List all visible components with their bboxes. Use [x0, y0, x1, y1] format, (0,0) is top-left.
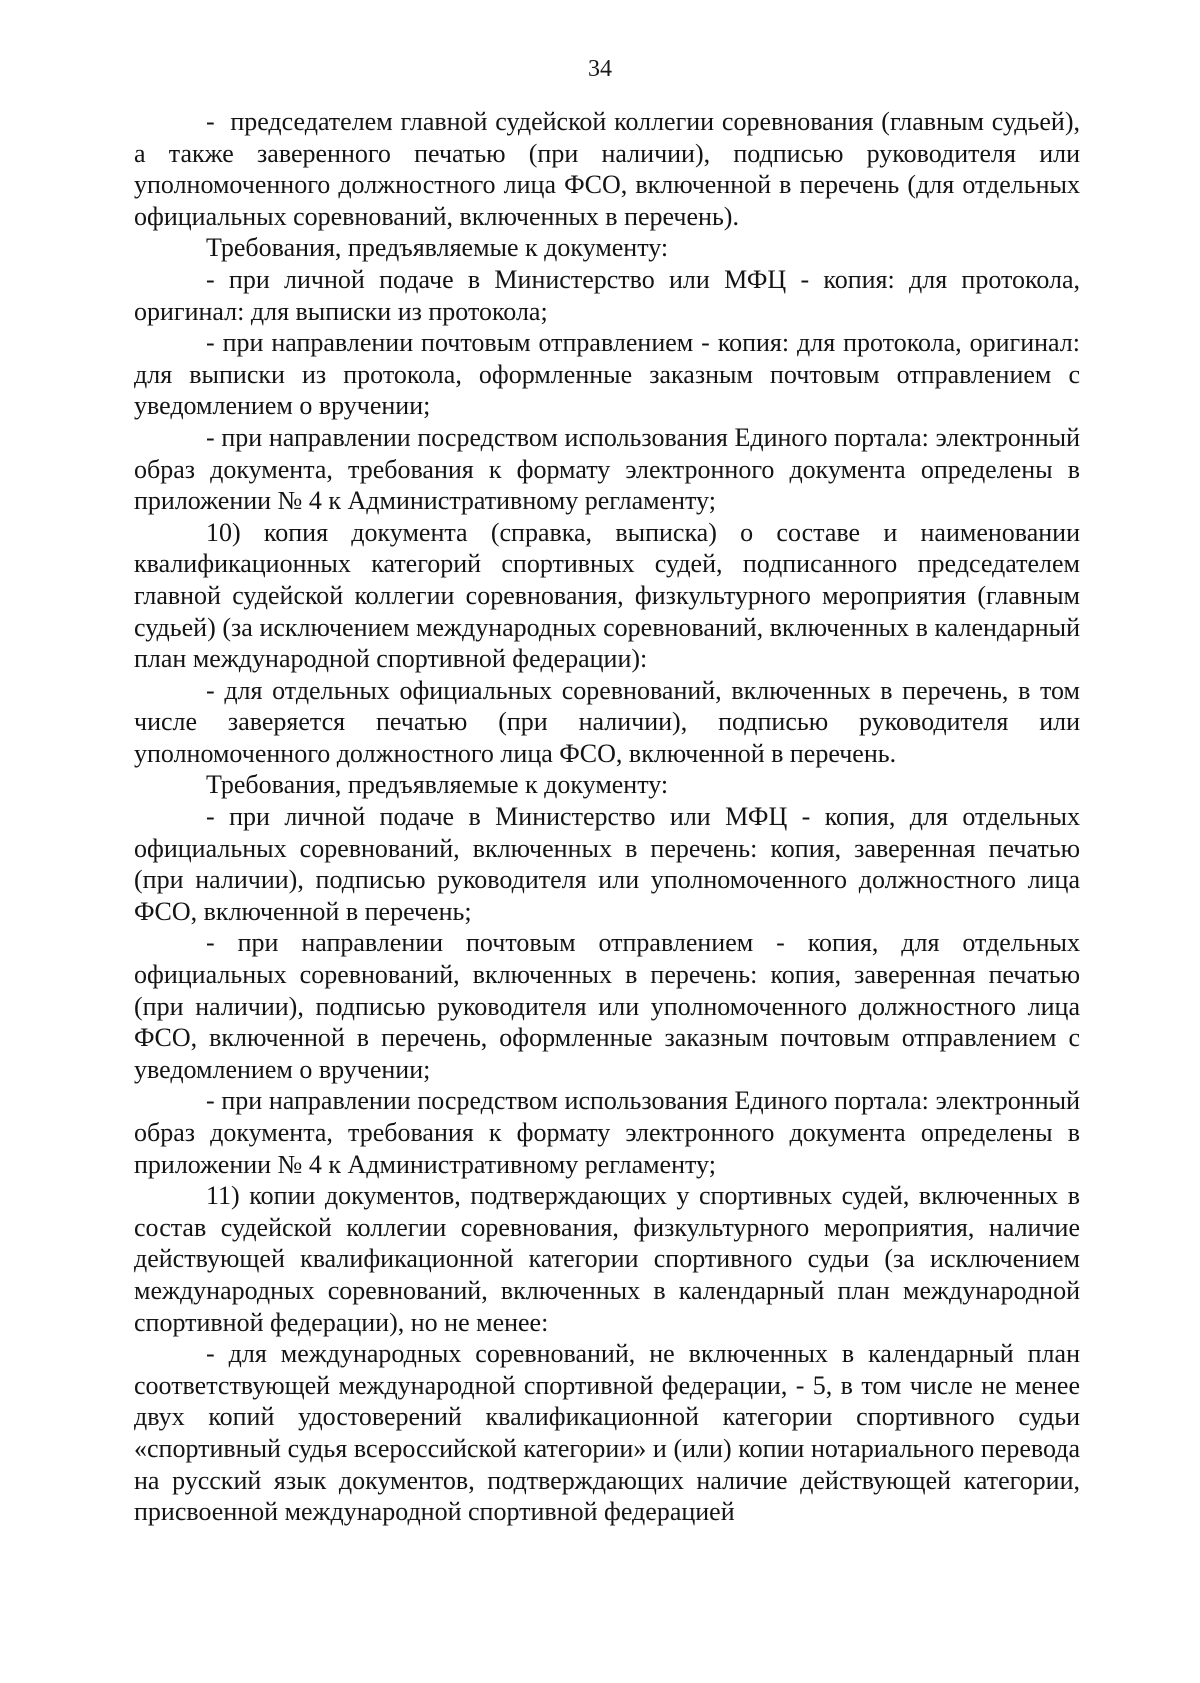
paragraph: - при личной подаче в Министерство или МФЦ - копия: для протокола, оригинал: для выписки из протокола;: [134, 264, 1080, 326]
paragraph: - при направлении почтовым отправлением - копия, для отдельных официальных соревнований, включенных в перечень: копия, заверенная печатью (при наличии), подписью руководителя или уполномоченного должностного лица ФСО, включенной в перечень, оформленные заказным почтовым отправлением с уведомлением о вручении;: [134, 928, 1080, 1084]
paragraph: 10) копия документа (справка, выписка) о составе и наименовании квалификационных категорий спортивных судей, подписанного председателем главной судейской коллегии соревнования, физкультурного мероприятия (главным судьей) (за исключением международных соревнований, включенных в календарный план международной спортивной федерации):: [134, 517, 1080, 674]
document-body: [134, 106, 1080, 1528]
page-number: 34: [588, 56, 612, 82]
paragraph: 11) копии документов, подтверждающих у спортивных судей, включенных в состав судейской коллегии соревнования, физкультурного мероприятия, наличие действующей квалификационной категории спортивного судьи (за исключением международных соревнований, включенных в календарный план международной спортивной федерации), но не менее:: [134, 1181, 1080, 1337]
paragraph: - при направлении почтовым отправлением - копия: для протокола, оригинал: для выписки из протокола, оформленные заказным почтовым отправлением с уведомлением о вручении;: [134, 328, 1080, 421]
paragraph: - при личной подаче в Министерство или МФЦ - копия, для отдельных официальных соревнований, включенных в перечень: копия, заверенная печатью (при наличии), подписью руководителя или уполномоченного должностного лица ФСО, включенной в перечень;: [134, 802, 1080, 926]
paragraph: - для отдельных официальных соревнований, включенных в перечень, в том числе заверяется печатью (при наличии), подписью руководителя или уполномоченного должностного лица ФСО, включенной в перечень.: [134, 675, 1080, 768]
paragraph: Требования, предъявляемые к документу:: [206, 233, 669, 263]
paragraph: - при направлении посредством использования Единого портала: электронный образ документа, требования к формату электронного документа определены в приложении № 4 к Административному регламенту;: [134, 1086, 1080, 1179]
paragraph: - при направлении посредством использования Единого портала: электронный образ документа, требования к формату электронного документа определены в приложении № 4 к Административному регламенту;: [134, 422, 1080, 516]
paragraph: Требования, предъявляемые к документу:: [206, 770, 669, 800]
paragraph: - для международных соревнований, не включенных в календарный план соответствующей международной спортивной федерации, - 5, в том числе не менее двух копий удостоверений квалификационной категории спортивного судьи «спортивный судья всероссийской категории» и (или) копии нотариального перевода на русский язык документов, подтверждающих наличие действующей категории, присвоенной международной спортивной федерацией: [134, 1339, 1080, 1527]
paragraph: - председателем главной судейской коллегии соревнования (главным судьей), а также заверенного печатью (при наличии), подписью руководителя или уполномоченного должностного лица ФСО, включенной в перечень (для отдельных официальных соревнований, включенных в перечень).: [134, 107, 1080, 231]
